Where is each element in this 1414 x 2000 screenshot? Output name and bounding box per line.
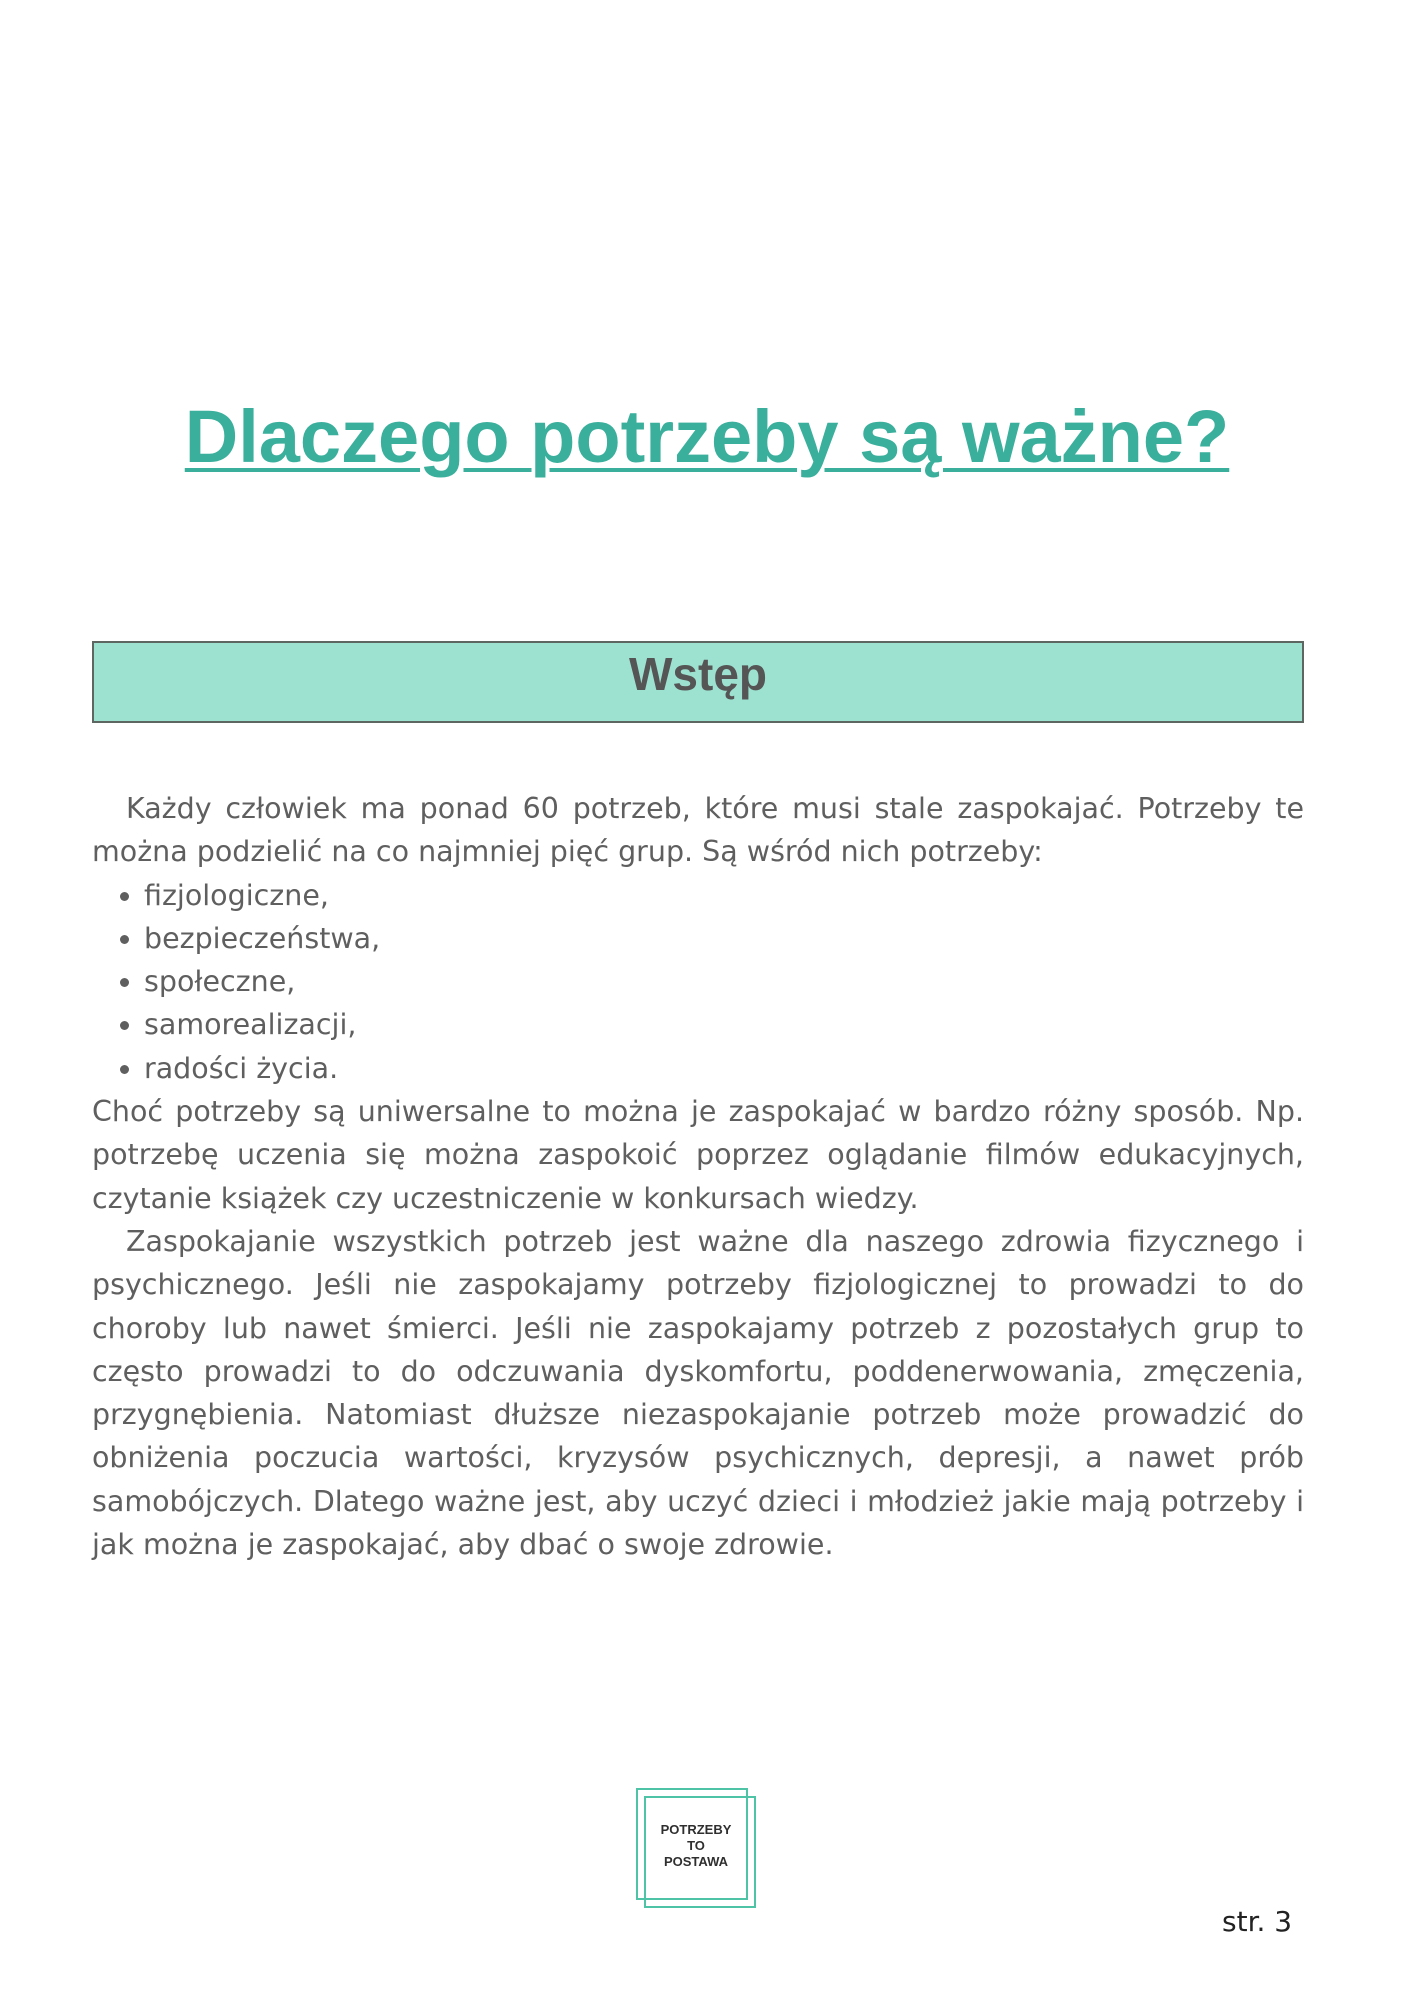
list-item: • fizjologiczne, <box>144 874 1304 917</box>
logo-line: POSTAWA <box>663 1854 729 1869</box>
list-item: • bezpieczeństwa, <box>144 917 1304 960</box>
examples-paragraph: Choć potrzeby są uniwersalne to można je zaspokajać w bardzo różny sposób. Np. potrzebę uczenia się można zaspokoić poprzez oglądanie filmów edukacyjnych, czytanie książek czy uczestniczenie w konkursach wiedzy. <box>92 1095 1304 1215</box>
importance-paragraph: Zaspokajanie wszystkich potrzeb jest ważne dla naszego zdrowia fizycznego i psychicznego. Jeśli nie zaspokajamy potrzeby fizjologicznej to prowadzi to do choroby lub nawet śmierci. Jeśli nie zaspokajamy potrzeb z pozostałych grup to często prowadzi to do odczuwania dyskomfortu, poddenerwowania, zmęczenia, przygnębienia. Natomiast dłuższe niezaspokajanie potrzeb może prowadzić do obniżenia poczucia wartości, kryzysów psychicznych, depresji, a nawet prób samobójczych. Dlatego ważne jest, aby uczyć dzieci i młodzież jakie mają potrzeby i jak można je zaspokajać, aby dbać o swoje zdrowie. <box>92 1224 1304 1562</box>
section-header-box <box>92 641 1304 723</box>
logo-line: TO <box>687 1838 705 1853</box>
intro-paragraph: Każdy człowiek ma ponad 60 potrzeb, które musi stale zaspokajać. Potrzeby te można podzielić na co najmniej pięć grup. Są wśród nich potrzeby: <box>92 792 1304 869</box>
needs-list <box>92 874 1304 1090</box>
section-heading: Wstęp <box>629 648 767 700</box>
logo <box>636 1788 758 1910</box>
logo-text <box>636 1822 756 1870</box>
page-number: str. 3 <box>1222 1905 1293 1938</box>
page-title: Dlaczego potrzeby są ważne? <box>184 395 1230 478</box>
logo-line: POTRZEBY <box>660 1822 732 1837</box>
body-content <box>92 787 1304 1566</box>
list-item: • samorealizacji, <box>144 1003 1304 1046</box>
list-item: • radości życia. <box>144 1047 1304 1090</box>
list-item: • społeczne, <box>144 960 1304 1003</box>
